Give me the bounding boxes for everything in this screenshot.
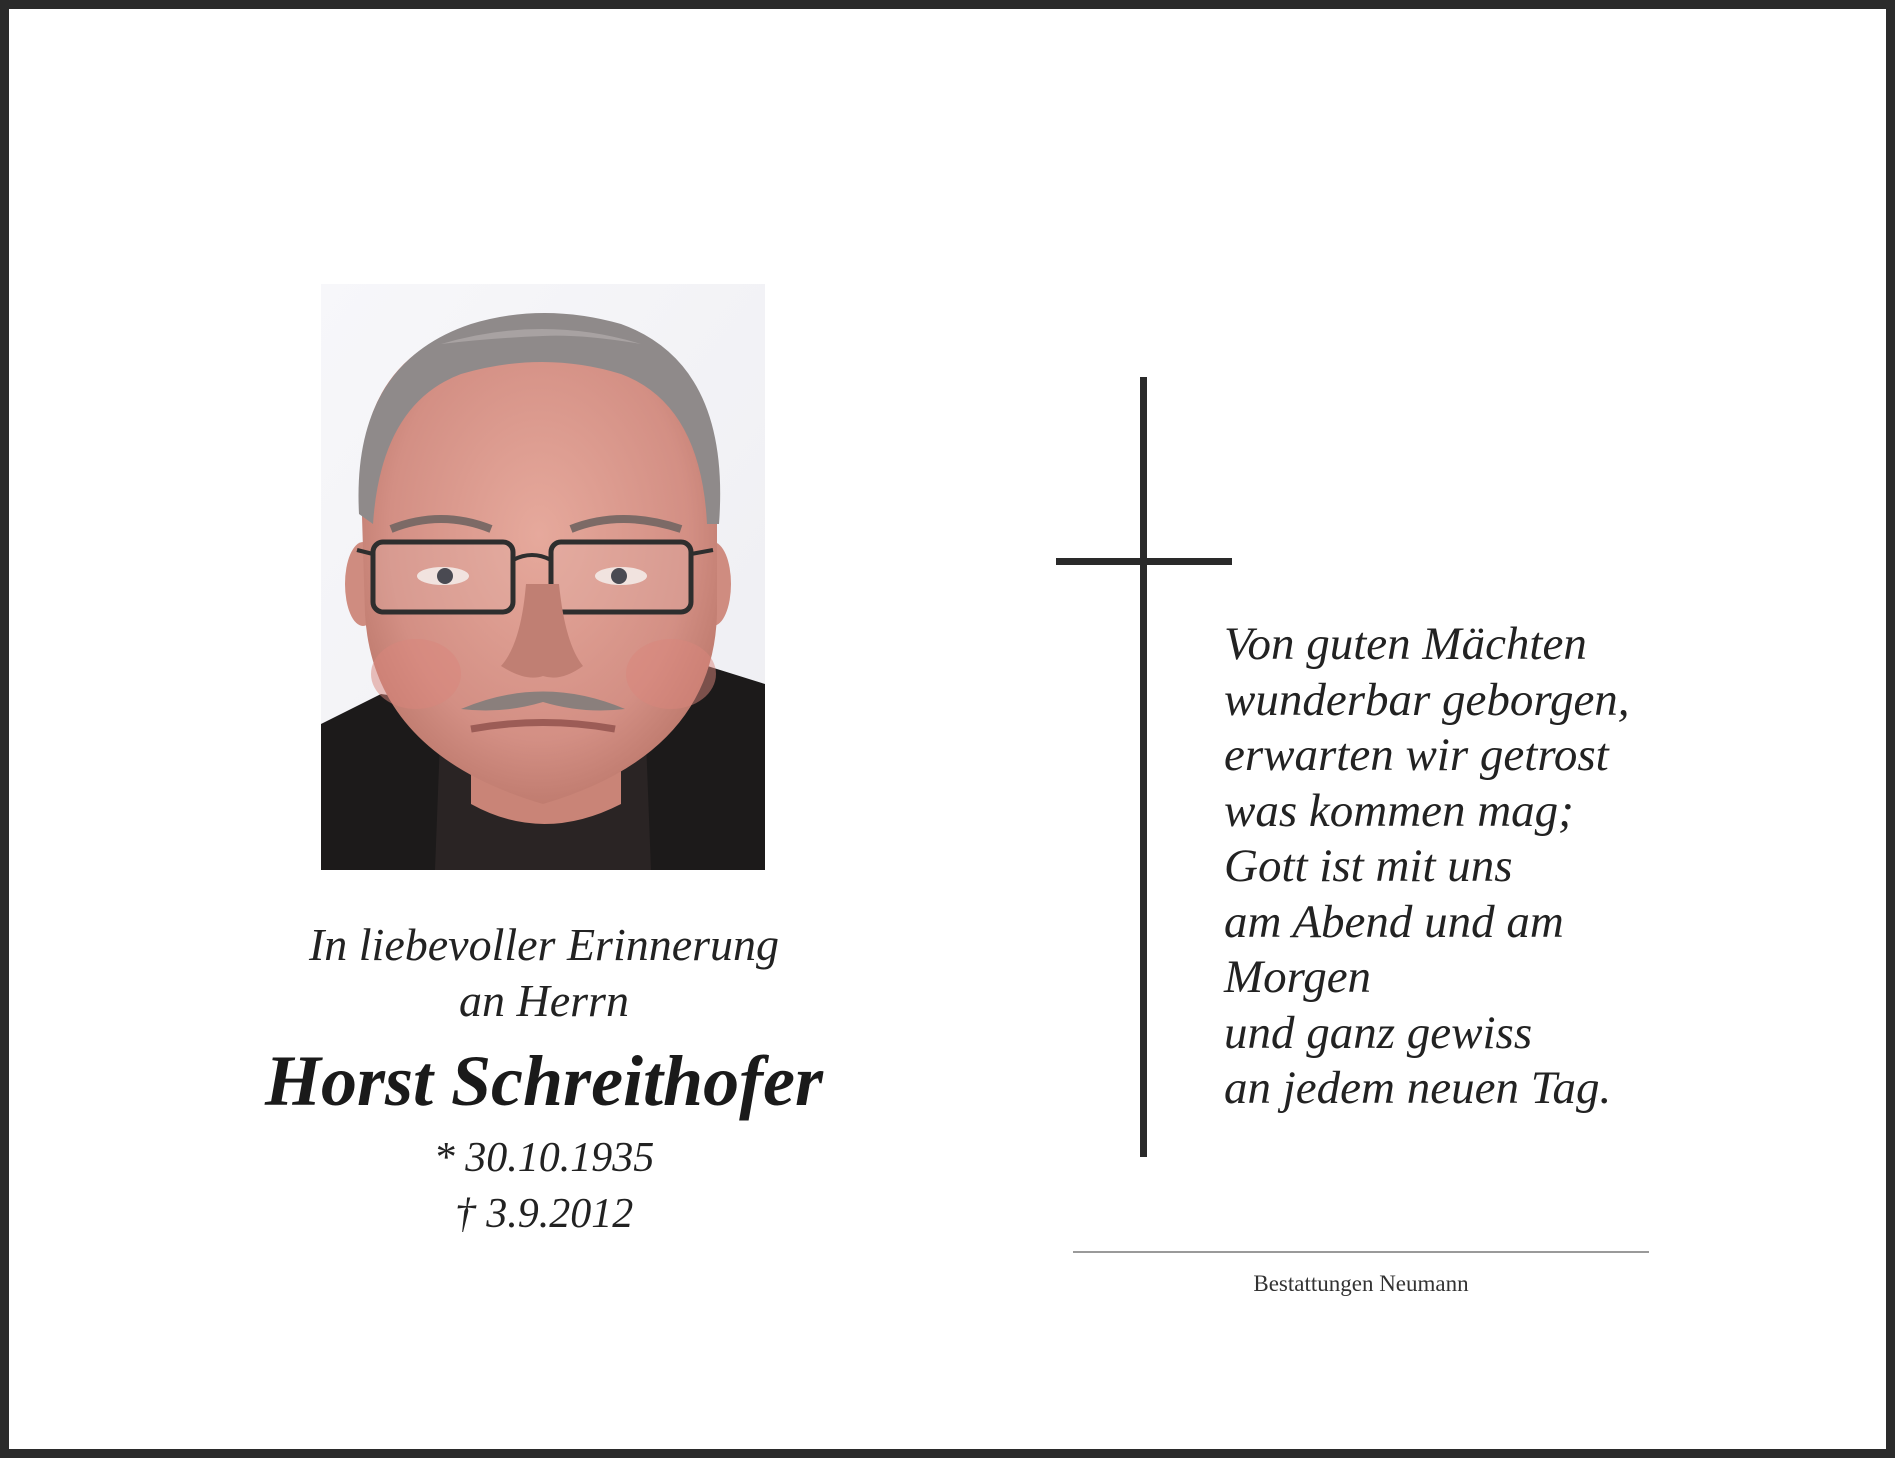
- dedication-line-2: an Herrn: [459, 975, 629, 1026]
- poem-line: was kommen mag;: [1224, 784, 1574, 837]
- death-date: † 3.9.2012: [454, 1191, 634, 1237]
- birth-date: * 30.10.1935: [433, 1135, 655, 1181]
- portrait-photo: [321, 284, 765, 870]
- cross-icon: [1140, 377, 1147, 1157]
- poem-line: und ganz gewiss: [1224, 1006, 1533, 1059]
- poem-line: an jedem neuen Tag.: [1224, 1062, 1612, 1114]
- poem-line: Morgen: [1224, 951, 1372, 1003]
- footer-divider: [1073, 1251, 1649, 1253]
- poem-line: Von guten Mächten: [1224, 618, 1587, 670]
- cross-beam-icon: [1056, 558, 1232, 565]
- poem-line: erwarten wir getrost: [1224, 729, 1609, 781]
- poem-line: wunderbar geborgen,: [1224, 673, 1630, 726]
- dedication-line-1: In liebevoller Erinnerung: [308, 919, 780, 970]
- deceased-name: Horst Schreithofer: [264, 1041, 824, 1121]
- undertaker-name: Bestattungen Neumann: [1253, 1271, 1469, 1296]
- poem-line: Gott ist mit uns: [1224, 840, 1513, 892]
- portrait-illustration: [321, 284, 765, 870]
- poem: [1224, 617, 1844, 1117]
- poem-line: am Abend und am: [1224, 895, 1564, 948]
